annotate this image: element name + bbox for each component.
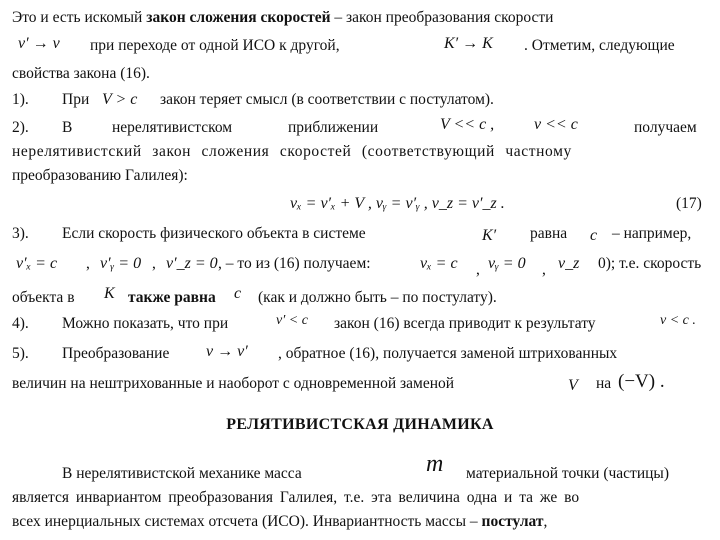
- formula: v′ₓ = c: [16, 255, 58, 272]
- formula-mass: m: [426, 451, 444, 477]
- text: при переходе от одной ИСО к другой,: [90, 37, 340, 54]
- text: ,: [543, 513, 548, 530]
- text: закон (16) всегда приводит к результату: [334, 315, 596, 332]
- paragraph-line: [12, 8, 712, 28]
- formula-galilean-velocity: vₓ = v′ₓ + V , vᵧ = v′ᵧ , v_z = v′_z .: [290, 195, 505, 212]
- list-number: 4).: [12, 315, 29, 332]
- formula-velocity-transform: v′ → v: [18, 35, 60, 52]
- text: равна: [530, 225, 568, 242]
- paragraph-line: [12, 512, 712, 532]
- list-number: 2).: [12, 119, 29, 136]
- text: . Отметим, следующие: [524, 37, 675, 54]
- formula: V > c: [102, 91, 138, 108]
- document-page: Это и есть искомый закон сложения скоростей – закон преобразования скорости v′ → v при переходе от одной ИСО к другой, K′ → K . Отметим, следующие свойства закона (16). 1). При V > c закон теряет смысл (в соответствии с постулатом). 2). В нерелятивистском приближении V << c , v << c получаем нерелятивистский закон сложения скоростей (соответствующий частному преобразованию Галилея): vₓ = v′ₓ + V , vᵧ = v′ᵧ , v_z = v′_z . (17) 3). Если скорость физического объекта в системе K′ равна c – например, v′ₓ = c , v′ᵧ = 0 , v′_z = 0 , – то из (16) получаем: vₓ = c , vᵧ = 0 , v_z 0); т.е. скорость объекта в K также равна c (как и должно быть – по постулату). 4). Можно показать, что при v′ < c закон (16) всегда приводит к результату v < c . 5). Преобразование v → v′ , обратное (16), получается заменой штрихованных величин на нештрихованные и наоборот с одновременной заменой V на (−V) . РЕЛЯТИВИСТСКАЯ ДИНАМИКА В нерелятивистской механике масса m материальной точки (частицы) является инвариантом преобразования Галилея, т.е. эта величина одна и та же во всех инерциальных системах отсчета (ИСО). Инвариантность массы – постулат,: [0, 0, 720, 540]
- formula-frame-transform: K′ → K: [444, 35, 493, 52]
- text: , обратное (16), получается заменой штрихованных: [278, 345, 618, 362]
- text: объекта в: [12, 289, 75, 306]
- list-number: 5).: [12, 345, 29, 362]
- equation-number: (17): [676, 195, 702, 212]
- formula: (−V) .: [618, 371, 665, 392]
- text: (как и должно быть – по постулату).: [258, 289, 497, 306]
- formula: v << c: [534, 116, 578, 133]
- text: – например,: [612, 225, 692, 242]
- text: нерелятивистском: [112, 119, 233, 136]
- text: Если скорость физического объекта в системе: [62, 225, 366, 242]
- formula: v′ᵧ = 0: [100, 255, 142, 272]
- text: Преобразование: [62, 345, 170, 362]
- text: материальной точки (частицы): [466, 465, 669, 482]
- formula: V << c ,: [440, 116, 495, 133]
- text: При: [62, 91, 90, 108]
- formula: K′: [482, 227, 497, 244]
- text: всех инерциальных системах отсчета (ИСО). Инвариантность массы –: [12, 513, 482, 530]
- formula: c: [234, 285, 242, 302]
- formula: V: [568, 377, 578, 394]
- text: Можно показать, что при: [62, 315, 229, 332]
- formula: vₓ = c: [420, 255, 458, 272]
- text: Это и есть искомый: [12, 9, 147, 26]
- formula: c: [590, 227, 598, 244]
- text: 0); т.е. скорость: [598, 255, 702, 272]
- text: В нерелятивистской механике масса: [62, 465, 302, 482]
- formula: K: [104, 285, 115, 302]
- list-number: 1).: [12, 91, 29, 108]
- formula: v < c .: [660, 313, 696, 328]
- section-heading: РЕЛЯТИВИСТСКАЯ ДИНАМИКА: [226, 416, 494, 433]
- formula: v′ < c: [276, 313, 308, 328]
- list-number: 3).: [12, 225, 29, 242]
- text: величин на нештрихованные и наоборот с одновременной заменой: [12, 375, 455, 392]
- text: приближении: [288, 119, 379, 136]
- bold-term: постулат: [481, 513, 544, 530]
- formula: vᵧ = 0: [488, 255, 526, 272]
- paragraph-line: свойства закона (16).: [12, 65, 150, 82]
- text: , – то из (16) получаем:: [218, 255, 371, 272]
- text: на: [596, 375, 612, 392]
- formula-inverse-transform: v → v′: [206, 343, 248, 360]
- paragraph-line: преобразованию Галилея):: [12, 167, 188, 184]
- paragraph-line: нерелятивистский закон сложения скоростей (соответствующий частному: [12, 143, 572, 160]
- formula: v′_z = 0: [166, 255, 218, 272]
- text: получаем: [634, 119, 697, 136]
- bold-term: также равна: [128, 289, 216, 306]
- bold-term: закон сложения скоростей: [146, 9, 331, 26]
- text: – закон преобразования скорости: [330, 9, 554, 26]
- text: В: [62, 119, 73, 136]
- paragraph-line: является инвариантом преобразования Галилея, т.е. эта величина одна и та же во: [12, 489, 580, 506]
- text: закон теряет смысл (в соответствии с постулатом).: [160, 91, 494, 108]
- formula: v_z: [558, 255, 580, 272]
